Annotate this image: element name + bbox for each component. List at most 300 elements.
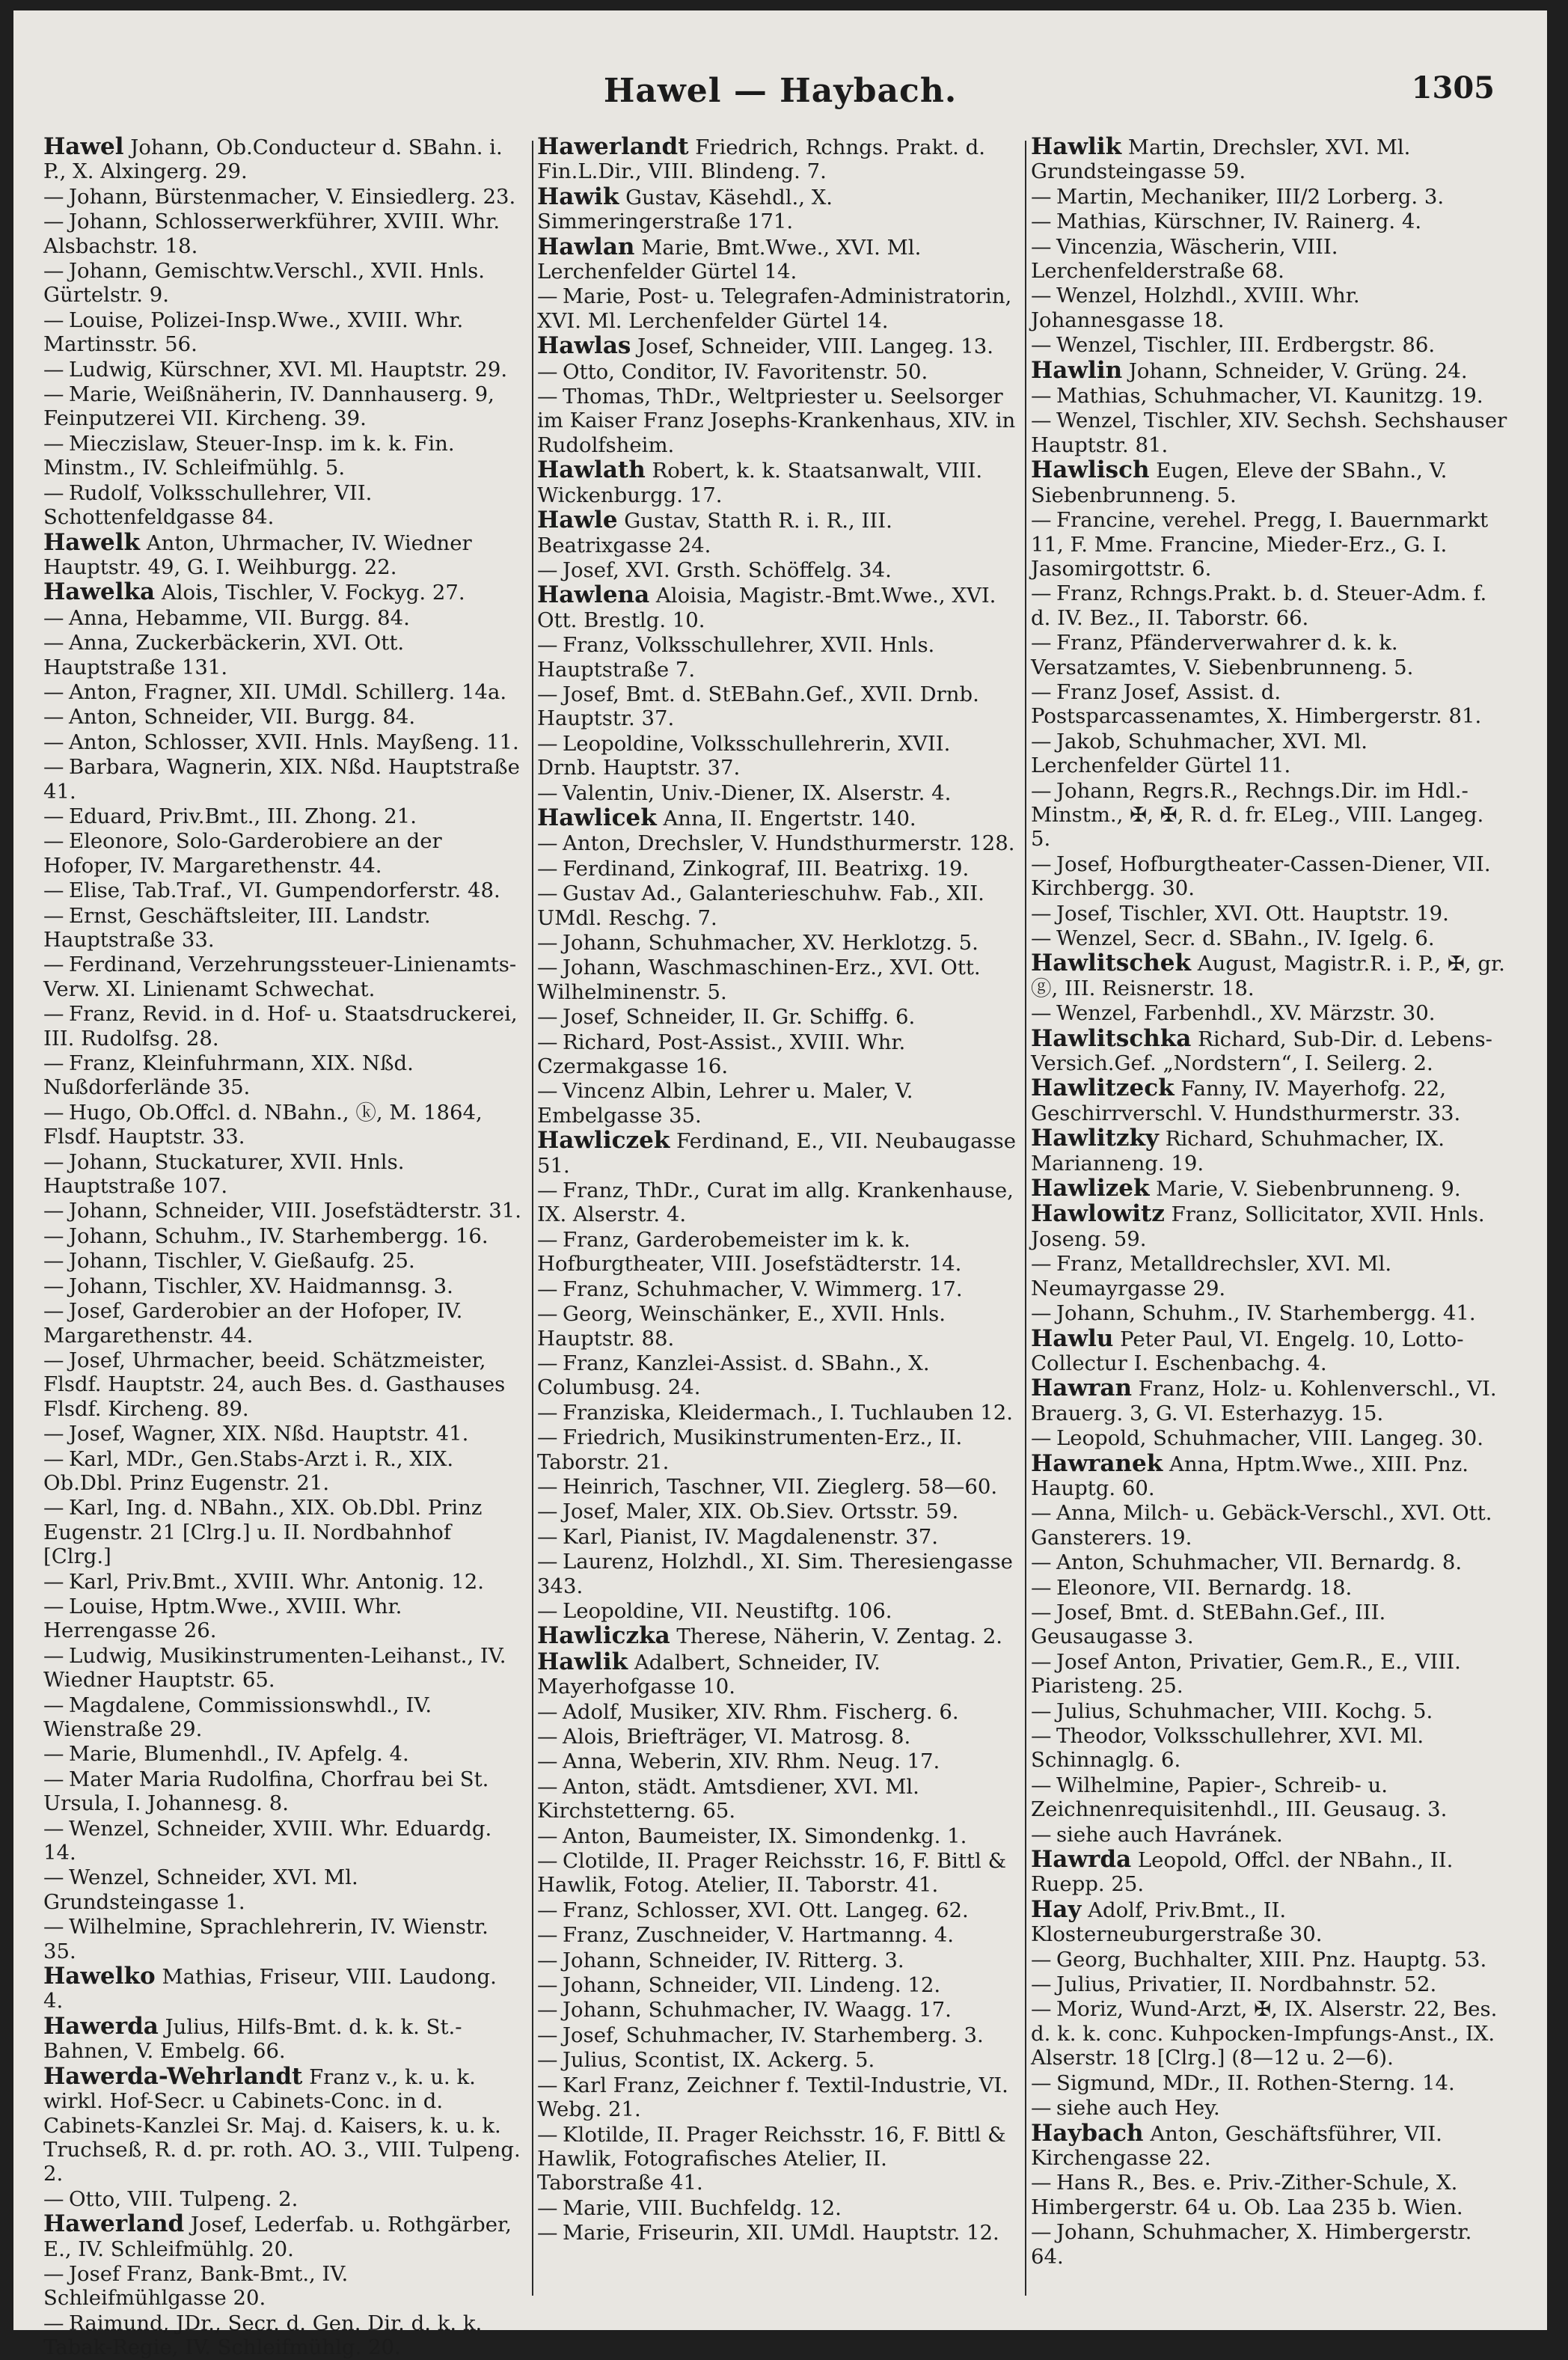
entry-dash: — xyxy=(43,480,64,505)
entry-text: Louise, Hptm.Wwe., XVIII. Whr. Herrengasse 26. xyxy=(43,1594,402,1643)
directory-entry xyxy=(537,284,1016,333)
directory-entry xyxy=(537,385,1016,457)
entry-dash: — xyxy=(43,605,64,630)
directory-entry xyxy=(43,1348,522,1421)
directory-entry xyxy=(537,1775,1016,1824)
directory-entry xyxy=(43,755,522,804)
entry-text: Anton, Drechsler, V. Hundsthurmerstr. 128. xyxy=(563,831,1015,856)
directory-entry xyxy=(537,1898,1016,1922)
directory-entry xyxy=(537,1128,1016,1178)
entry-text: Fanny, IV. Mayerhofg. 22, Geschirrverschl. V. Hundsthurmerstr. 33. xyxy=(1031,1077,1461,1125)
directory-entry xyxy=(1031,409,1510,457)
directory-entry xyxy=(1031,1376,1510,1425)
entry-dash: — xyxy=(43,2311,64,2335)
directory-entry xyxy=(1031,1076,1510,1125)
entry-text: Johann, Schuhmacher, IV. Waagg. 17. xyxy=(563,1998,952,2023)
directory-entry xyxy=(1031,1699,1510,1723)
entry-text: Johann, Waschmaschinen-Erz., XVI. Ott. Wilhelminenstr. 5. xyxy=(537,956,981,1004)
entry-surname: Hawlath xyxy=(537,456,646,484)
page-title: Hawel — Haybach. xyxy=(603,72,958,110)
entry-dash: — xyxy=(537,1898,558,1922)
column-middle xyxy=(537,135,1016,2305)
entry-dash: — xyxy=(43,1299,64,1324)
entry-dash: — xyxy=(537,1277,558,1301)
directory-entry xyxy=(537,1425,1016,1474)
entry-surname: Hawliczek xyxy=(537,1127,670,1155)
directory-entry xyxy=(537,135,1016,184)
entry-text: Wenzel, Holzhdl., XVIII. Whr. Johannesgasse 18. xyxy=(1031,284,1360,332)
directory-entry xyxy=(1031,902,1510,926)
entry-dash: — xyxy=(537,780,558,805)
directory-entry xyxy=(43,1224,522,1248)
entry-surname: Hawlitzky xyxy=(1031,1125,1160,1152)
entry-surname: Hawlisch xyxy=(1031,456,1150,484)
entry-text: Wenzel, Schneider, XVIII. Whr. Eduardg. 14. xyxy=(43,1816,492,1865)
entry-dash: — xyxy=(1031,284,1052,308)
entry-text: Eugen, Eleve der SBahn., V. Siebenbrunneng. 5. xyxy=(1031,459,1448,507)
directory-entry xyxy=(537,1005,1016,1029)
directory-entry xyxy=(43,382,522,431)
directory-entry xyxy=(1031,1301,1510,1325)
directory-entry xyxy=(43,481,522,530)
directory-entry xyxy=(537,1277,1016,1301)
directory-entry xyxy=(537,1725,1016,1749)
entry-dash: — xyxy=(537,1524,558,1549)
entry-text: Franz, Holz- u. Kohlenverschl., VI. Brauerg. 3, G. VI. Esterhazyg. 15. xyxy=(1031,1377,1497,1425)
entry-surname: Hawlena xyxy=(537,581,650,609)
directory-entry xyxy=(43,2262,522,2311)
entry-text: Anton, Schuhmacher, VII. Bernardg. 8. xyxy=(1056,1550,1463,1575)
entry-text: Eleonore, Solo-Garderobiere an der Hofoper, IV. Margarethenstr. 44. xyxy=(43,829,442,878)
entry-dash: — xyxy=(43,308,64,332)
directory-entry xyxy=(43,1150,522,1199)
entry-text: Wilhelmine, Papier-, Schreib- u. Zeichnenrequisitenhdl., III. Geusaug. 3. xyxy=(1031,1773,1448,1822)
entry-dash: — xyxy=(537,1598,558,1623)
entry-text: Johann, Tischler, XV. Haidmannsg. 3. xyxy=(69,1274,453,1298)
directory-entry xyxy=(537,831,1016,855)
entry-text: Johann, Tischler, V. Gießaufg. 25. xyxy=(69,1249,415,1274)
entry-text: Georg, Buchhalter, XIII. Pnz. Hauptg. 53. xyxy=(1056,1947,1487,1972)
directory-entry xyxy=(1031,2121,1510,2171)
entry-dash: — xyxy=(537,1824,558,1848)
entry-dash: — xyxy=(43,1915,64,1939)
entry-text: Franz, ThDr., Curat im allg. Krankenhause, IX. Alserstr. 4. xyxy=(537,1179,1014,1227)
entry-text: Mathias, Friseur, VIII. Laudong. 4. xyxy=(43,1965,497,2014)
entry-dash: — xyxy=(1031,508,1052,533)
entry-text: Julius, Hilfs-Bmt. d. k. k. St.-Bahnen, V. Embelg. 66. xyxy=(43,2014,462,2064)
entry-surname: Hawlowitz xyxy=(1031,1200,1165,1228)
entry-text: Anton, Geschäftsführer, VII. Kirchengasse 22. xyxy=(1031,2121,1442,2170)
page-header xyxy=(13,10,1547,138)
entry-dash: — xyxy=(43,705,64,730)
directory-entry xyxy=(537,2196,1016,2220)
entry-text: Johann, Schuhmacher, XV. Herklotzg. 5. xyxy=(563,931,979,955)
entry-dash: — xyxy=(1031,409,1052,433)
directory-entry xyxy=(537,1525,1016,1549)
entry-text: Heinrich, Taschner, VII. Zieglerg. 58—60. xyxy=(563,1474,998,1499)
entry-text: Ferdinand, Zinkograf, III. Beatrixg. 19. xyxy=(563,856,970,881)
entry-text: Franz, Volksschullehrer, XVII. Hnls. Hauptstraße 7. xyxy=(537,633,935,682)
entry-text: Wenzel, Secr. d. SBahn., IV. Igelg. 6. xyxy=(1056,926,1435,950)
directory-entry xyxy=(1031,1252,1510,1300)
directory-entry xyxy=(537,1079,1016,1128)
entry-dash: — xyxy=(1031,1773,1052,1797)
directory-entry xyxy=(43,705,522,729)
entry-dash: — xyxy=(1031,1575,1052,1600)
directory-entry xyxy=(1031,581,1510,630)
entry-dash: — xyxy=(43,1223,64,1248)
entry-dash: — xyxy=(537,931,558,955)
directory-entry xyxy=(1031,1601,1510,1649)
entry-surname: Hawranek xyxy=(1031,1449,1163,1477)
entry-text: Marie, VIII. Buchfeldg. 12. xyxy=(563,2195,842,2220)
entry-text: Hans R., Bes. e. Priv.-Zither-Schule, X. Himbergerstr. 64 u. Ob. Laa 235 b. Wien. xyxy=(1031,2171,1463,2219)
entry-dash: — xyxy=(1031,729,1052,753)
entry-text: Ferdinand, E., VII. Neubaugasse 51. xyxy=(537,1129,1016,1178)
entry-text: Marie, Weißnäherin, IV. Dannhauserg. 9, Feinputzerei VII. Kircheng. 39. xyxy=(43,382,494,431)
entry-dash: — xyxy=(1031,2096,1052,2121)
entry-text: Wenzel, Farbenhdl., XV. Märzstr. 30. xyxy=(1056,1001,1436,1026)
entry-dash: — xyxy=(537,385,558,409)
entry-text: Richard, Schuhmacher, IX. Mariannеng. 19. xyxy=(1031,1127,1445,1176)
directory-entry xyxy=(1031,1001,1510,1025)
entry-surname: Hay xyxy=(1031,1895,1082,1923)
entry-text: Leopold, Offcl. der NBahn., II. Ruepp. 25. xyxy=(1031,1848,1454,1897)
entry-surname: Hawrda xyxy=(1031,1846,1132,1874)
entry-dash: — xyxy=(537,2221,558,2246)
entry-dash: — xyxy=(537,1302,558,1327)
entry-text: Wenzel, Tischler, III. Erdbergstr. 86. xyxy=(1056,333,1436,358)
directory-entry xyxy=(43,1767,522,1816)
entry-text: Anton, Baumeister, IX. Simondenkg. 1. xyxy=(563,1824,967,1848)
directory-entry xyxy=(537,1824,1016,1848)
entry-text: Josef, Uhrmacher, beeid. Schätzmeister, Flsdf. Hauptstr. 24, auch Bes. d. Gasthauses Flsdf. Kircheng. 89. xyxy=(43,1348,506,1421)
directory-entry xyxy=(43,1274,522,1298)
entry-text: Josef, XVI. Grsth. Schöffelg. 34. xyxy=(563,557,892,582)
entry-text: Mieczislaw, Steuer-Insp. im k. k. Fin. Minstm., IV. Schleifmühlg. 5. xyxy=(43,431,455,480)
directory-entry xyxy=(1031,1997,1510,2070)
entry-text: Johann, Schneider, VII. Lindeng. 12. xyxy=(563,1973,941,1998)
directory-entry xyxy=(537,1179,1016,1227)
entry-dash: — xyxy=(537,682,558,706)
directory-entry xyxy=(537,781,1016,805)
entry-text: Josef, Schuhmacher, IV. Starhemberg. 3. xyxy=(563,2023,984,2047)
directory-entry xyxy=(43,1644,522,1693)
entry-text: Franz, Metalldrechsler, XVI. Ml. Neumayrgasse 29. xyxy=(1031,1252,1392,1300)
directory-entry xyxy=(537,583,1016,632)
entry-text: Franz, Kanzlei-Assist. d. SBahn., X. Columbusg. 24. xyxy=(537,1351,930,1400)
entry-text: Wenzel, Tischler, XIV. Sechsh. Sechshauser Hauptstr. 81. xyxy=(1031,409,1507,457)
entry-dash: — xyxy=(1031,778,1052,803)
directory-entry xyxy=(1031,680,1510,729)
entry-dash: — xyxy=(43,755,64,780)
entry-text: Valentin, Univ.-Diener, IX. Alserstr. 4. xyxy=(563,780,952,805)
columns xyxy=(36,133,1513,2360)
entry-text: Franz, Zuschneider, V. Hartmanng. 4. xyxy=(563,1923,954,1948)
entry-text: Marie, Blumenhdl., IV. Apfelg. 4. xyxy=(69,1742,409,1767)
entry-text: Georg, Weinschänker, E., XVII. Hnls. Hauptstr. 88. xyxy=(537,1302,946,1351)
directory-entry xyxy=(1031,1324,1510,1376)
entry-text: Anna, II. Engertstr. 140. xyxy=(656,806,916,831)
entry-dash: — xyxy=(43,1446,64,1471)
entry-dash: — xyxy=(43,631,64,655)
directory-entry xyxy=(1031,1126,1510,1176)
directory-entry xyxy=(1031,210,1510,233)
entry-dash: — xyxy=(43,382,64,407)
entry-text: Johann, Schuhmacher, X. Himbergerstr. 64. xyxy=(1031,2220,1472,2269)
entry-text: Anton, Fragner, XII. UMdl. Schillerg. 14a. xyxy=(69,679,507,704)
directory-entry xyxy=(537,360,1016,384)
directory-entry xyxy=(537,1351,1016,1400)
entry-text: Franz, Revid. in d. Hof- u. Staatsdruckerei, III. Rudolfsg. 28. xyxy=(43,1002,518,1051)
entry-text: Rudolf, Volksschullehrer, VII. Schottenfeldgasse 84. xyxy=(43,480,373,530)
entry-dash: — xyxy=(537,1699,558,1724)
directory-entry xyxy=(43,2064,522,2186)
directory-entry xyxy=(1031,1724,1510,1773)
directory-entry xyxy=(537,806,1016,831)
entry-text: Josef Anton, Privatier, Gem.R., E., VIII. Piaristeng. 25. xyxy=(1031,1649,1461,1699)
directory-entry xyxy=(43,631,522,679)
entry-dash: — xyxy=(1031,581,1052,606)
entry-dash: — xyxy=(43,1643,64,1668)
entry-text: Johann, Schneider, V. Grüng. 24. xyxy=(1122,358,1468,383)
entry-dash: — xyxy=(43,679,64,704)
directory-entry xyxy=(1031,1847,1510,1897)
entry-text: Alois, Tischler, V. Fockyg. 27. xyxy=(155,581,465,605)
entry-dash: — xyxy=(43,1742,64,1767)
directory-entry xyxy=(1031,358,1510,383)
entry-dash: — xyxy=(537,1973,558,1998)
entry-dash: — xyxy=(43,1594,64,1618)
entry-dash: — xyxy=(43,2261,64,2286)
entry-text: Marie, Post- u. Telegrafen-Administratorin, XVI. Ml. Lerchenfelder Gürtel 14. xyxy=(537,284,1012,333)
entry-text: Clotilde, II. Prager Reichsstr. 16, F. Bittl & Hawlik, Fotog. Atelier, II. Taborstr. 41. xyxy=(537,1849,1007,1898)
directory-entry xyxy=(1031,1501,1510,1550)
entry-text: Marie, Friseurin, XII. UMdl. Hauptstr. 12. xyxy=(563,2221,999,2246)
entry-text: Johann, Ob.Conducteur d. SBahn. i. P., X. Alxingerg. 29. xyxy=(43,135,503,184)
entry-dash: — xyxy=(43,259,64,284)
directory-entry xyxy=(43,1570,522,1594)
entry-text: Mater Maria Rudolfina, Chorfrau bei St. Ursula, I. Johannesg. 8. xyxy=(43,1767,489,1816)
entry-dash: — xyxy=(1031,234,1052,259)
entry-text: Moriz, Wund-Arzt, ✠, IX. Alserstr. 22, Bes. d. k. k. conc. Kuhpocken-Impfungs-Anst., IX. Alserstr. 18 [Clrg.] (8—12 u. 2—6). xyxy=(1031,1997,1498,2070)
entry-text: Anna, Hptm.Wwe., XIII. Pnz. Hauptg. 60. xyxy=(1031,1452,1469,1500)
directory-entry xyxy=(537,732,1016,780)
entry-text: Gustav Ad., Galanterieschuhw. Fab., XII. UMdl. Reschg. 7. xyxy=(537,881,984,930)
entry-dash: — xyxy=(537,2195,558,2220)
entry-dash: — xyxy=(1031,2220,1052,2245)
entry-text: Otto, VIII. Tulpeng. 2. xyxy=(69,2186,298,2211)
directory-entry xyxy=(43,1964,522,2014)
directory-entry xyxy=(1031,284,1510,332)
directory-entry xyxy=(537,1401,1016,1425)
entry-text: Anna, Weberin, XIV. Rhm. Neug. 17. xyxy=(563,1749,940,1774)
entry-dash: — xyxy=(43,184,64,209)
entry-text: Johann, Schuhm., IV. Starhembergg. 41. xyxy=(1056,1301,1476,1326)
entry-dash: — xyxy=(1031,1997,1052,2022)
entry-text: Magdalene, Commissionswhdl., IV. Wienstraße 29. xyxy=(43,1693,432,1741)
entry-text: Adolf, Priv.Bmt., II. Klosterneuburgerstraße 30. xyxy=(1031,1898,1323,1947)
entry-text: Richard, Post-Assist., XVIII. Whr. Czermakgasse 16. xyxy=(537,1030,906,1079)
entry-surname: Hawlu xyxy=(1031,1324,1114,1352)
entry-dash: — xyxy=(1031,184,1052,209)
entry-surname: Hawerlandt xyxy=(537,133,689,160)
entry-dash: — xyxy=(1031,1001,1052,1026)
entry-text: Ludwig, Musikinstrumenten-Leihanst., IV. Wiedner Hauptstr. 65. xyxy=(43,1643,506,1693)
entry-text: Josef, Wagner, XIX. Nßd. Hauptstr. 41. xyxy=(69,1422,469,1446)
directory-entry xyxy=(537,1475,1016,1499)
directory-entry xyxy=(537,1700,1016,1724)
entry-dash: — xyxy=(1031,2070,1052,2095)
entry-surname: Hawle xyxy=(537,507,618,534)
entry-text: August, Magistr.R. i. P., ✠, gr. ⓖ, III. Reisnerstr. 18. xyxy=(1031,952,1505,1000)
entry-dash: — xyxy=(1031,1947,1052,1972)
entry-text: Vincenz Albin, Lehrer u. Maler, V. Embelgasse 35. xyxy=(537,1079,913,1128)
directory-entry xyxy=(537,633,1016,682)
entry-text: Franz v., k. u. k. wirkl. Hof-Secr. u Cabinets-Conc. in d. Cabinets-Kanzlei Sr. Maj. d. Kaisers, k. u. k. Truchseß, R. d. pr. roth. AO. 3., VIII. Tulpeng. 2. xyxy=(43,2064,521,2186)
directory-entry xyxy=(1031,1972,1510,1996)
directory-entry xyxy=(1031,2071,1510,2095)
directory-entry xyxy=(537,1500,1016,1523)
directory-entry xyxy=(1031,2096,1510,2120)
entry-surname: Hawerland xyxy=(43,2210,185,2238)
directory-entry xyxy=(537,1550,1016,1598)
entry-dash: — xyxy=(537,1005,558,1030)
entry-text: Richard, Sub-Dir. d. Lebens-Versich.Gef. „Nordstern“, I. Seilerg. 2. xyxy=(1031,1027,1492,1076)
entry-dash: — xyxy=(537,1227,558,1252)
directory-entry xyxy=(43,730,522,754)
entry-text: Franz, Pfänderverwahrer d. k. k. Versatzamtes, V. Siebenbrunneng. 5. xyxy=(1031,631,1414,679)
directory-entry xyxy=(537,2073,1016,2122)
entry-dash: — xyxy=(43,210,64,234)
directory-entry xyxy=(1031,384,1510,408)
directory-entry xyxy=(537,185,1016,234)
entry-text: Anton, Uhrmacher, IV. Wiedner Hauptstr. 49, G. I. Weihburgg. 22. xyxy=(43,531,472,579)
entry-text: Karl, Priv.Bmt., XVIII. Whr. Antonig. 12. xyxy=(69,1569,484,1594)
directory-entry xyxy=(537,857,1016,881)
entry-text: Therese, Näherin, V. Zentag. 2. xyxy=(670,1624,1003,1649)
directory-entry xyxy=(1031,333,1510,357)
entry-text: Franz, Schuhmacher, V. Wimmerg. 17. xyxy=(563,1277,963,1301)
entry-text: Karl, Ing. d. NBahn., XIX. Ob.Dbl. Prinz Eugenstr. 21 [Clrg.] u. II. Nordbahnhof [Clrg.] xyxy=(43,1496,483,1569)
directory-entry xyxy=(537,558,1016,582)
entry-dash: — xyxy=(1031,384,1052,409)
directory-entry xyxy=(537,2023,1016,2047)
directory-entry xyxy=(537,1302,1016,1351)
entry-dash: — xyxy=(537,1725,558,1749)
directory-entry xyxy=(537,235,1016,284)
directory-entry xyxy=(1031,1576,1510,1600)
entry-text: Marie, V. Siebenbrunneng. 9. xyxy=(1149,1177,1461,1202)
entry-dash: — xyxy=(43,1274,64,1298)
entry-text: Anna, Milch- u. Gebäck-Verschl., XVI. Ott. Gansterers. 19. xyxy=(1031,1501,1492,1550)
entry-dash: — xyxy=(1031,1501,1052,1526)
directory-entry xyxy=(43,259,522,308)
directory-entry xyxy=(43,580,522,605)
directory-entry xyxy=(1031,458,1510,507)
entry-surname: Hawlik xyxy=(537,1648,628,1675)
entry-dash: — xyxy=(43,1422,64,1446)
entry-text: Ernst, Geschäftsleiter, III. Landstr. Hauptstraße 33. xyxy=(43,903,431,952)
entry-text: Leopoldine, VII. Neustiftg. 106. xyxy=(563,1598,892,1623)
entry-text: Alois, Briefträger, VI. Matrosg. 8. xyxy=(563,1725,911,1749)
entry-text: Aloisia, Magistr.-Bmt.Wwe., XVI. Ott. Brestlg. 10. xyxy=(537,584,996,632)
entry-dash: — xyxy=(43,1767,64,1791)
entry-text: Leopold, Schuhmacher, VIII. Langeg. 30. xyxy=(1056,1426,1483,1451)
entry-dash: — xyxy=(1031,1600,1052,1624)
entry-surname: Hawlitschek xyxy=(1031,950,1192,977)
entry-text: Sigmund, MDr., II. Rothen-Sterng. 14. xyxy=(1056,2070,1455,2095)
entry-surname: Hawlin xyxy=(1031,356,1123,384)
entry-text: Julius, Privatier, II. Nordbahnstr. 52. xyxy=(1056,1972,1437,1997)
directory-entry xyxy=(43,1817,522,1865)
column-left xyxy=(43,133,522,2360)
directory-entry xyxy=(43,829,522,878)
entry-text: Wenzel, Schneider, XVI. Ml. Grundsteingasse 1. xyxy=(43,1865,358,1914)
entry-text: Karl, MDr., Gen.Stabs-Arzt i. R., XIX. Ob.Dbl. Prinz Eugenstr. 21. xyxy=(43,1446,454,1495)
entry-surname: Haybach xyxy=(1031,2119,1144,2147)
entry-text: Friedrich, Musikinstrumenten-Erz., II. Taborstr. 21. xyxy=(537,1425,963,1474)
directory-entry xyxy=(1031,1823,1510,1847)
entry-dash: — xyxy=(1031,1699,1052,1723)
directory-page xyxy=(13,10,1547,2360)
entry-text: Johann, Regrs.R., Rechngs.Dir. im Hdl.-Minstm., ✠, ✠, R. d. fr. ELeg., VIII. Langeg. 5. xyxy=(1031,778,1484,852)
directory-entry xyxy=(43,1915,522,1963)
directory-entry xyxy=(1031,1650,1510,1699)
entry-dash: — xyxy=(537,1998,558,2023)
entry-text: Josef, Bmt. d. StEBahn.Gef., III. Geusaugasse 3. xyxy=(1031,1600,1386,1649)
directory-entry xyxy=(537,2123,1016,2195)
entry-text: Elise, Tab.Traf., VI. Gumpendorferstr. 48. xyxy=(69,878,500,903)
entry-dash: — xyxy=(537,1351,558,1375)
entry-surname: Hawerda xyxy=(43,2012,159,2040)
directory-entry xyxy=(537,1650,1016,1699)
entry-text: Hugo, Ob.Offcl. d. NBahn., ⓚ, M. 1864, Flsdf. Hauptstr. 33. xyxy=(43,1100,483,1149)
entry-text: Anton, städt. Amtsdiener, XVI. Ml. Kirchstetterng. 65. xyxy=(537,1774,919,1824)
entry-dash: — xyxy=(537,1400,558,1425)
entry-dash: — xyxy=(537,831,558,856)
directory-entry xyxy=(537,682,1016,731)
directory-entry xyxy=(43,308,522,357)
entry-dash: — xyxy=(537,1948,558,1972)
directory-entry xyxy=(1031,1449,1510,1501)
directory-entry xyxy=(43,2212,522,2261)
directory-entry xyxy=(43,2187,522,2211)
entry-text: siehe auch Havránek. xyxy=(1056,1822,1283,1847)
entry-surname: Hawlan xyxy=(537,233,635,260)
column-divider xyxy=(532,141,533,2296)
column-right xyxy=(1031,135,1510,2305)
entry-dash: — xyxy=(1031,1724,1052,1748)
directory-entry xyxy=(1031,1024,1510,1076)
entry-dash: — xyxy=(43,2186,64,2211)
directory-entry xyxy=(537,1849,1016,1898)
entry-surname: Hawlik xyxy=(1031,133,1122,160)
directory-entry xyxy=(43,185,522,209)
directory-entry xyxy=(537,1030,1016,1079)
entry-text: Franz, Schlosser, XVI. Ott. Langeg. 62. xyxy=(563,1898,969,1922)
entry-surname: Hawelko xyxy=(43,1963,156,1990)
directory-entry xyxy=(43,904,522,953)
directory-entry xyxy=(1031,1773,1510,1822)
entry-text: Josef, Garderobier an der Hofoper, IV. Margarethenstr. 44. xyxy=(43,1299,463,1348)
entry-text: Anton, Schlosser, XVII. Hnls. Mayßeng. 11. xyxy=(69,730,519,754)
directory-entry xyxy=(43,1595,522,1643)
directory-entry xyxy=(43,1051,522,1100)
directory-entry xyxy=(537,1973,1016,1997)
entry-text: Josef, Maler, XIX. Ob.Siev. Ortsstr. 59. xyxy=(563,1500,959,1524)
entry-text: Josef, Hofburgtheater-Cassen-Diener, VII. Kirchbergg. 30. xyxy=(1031,852,1491,901)
